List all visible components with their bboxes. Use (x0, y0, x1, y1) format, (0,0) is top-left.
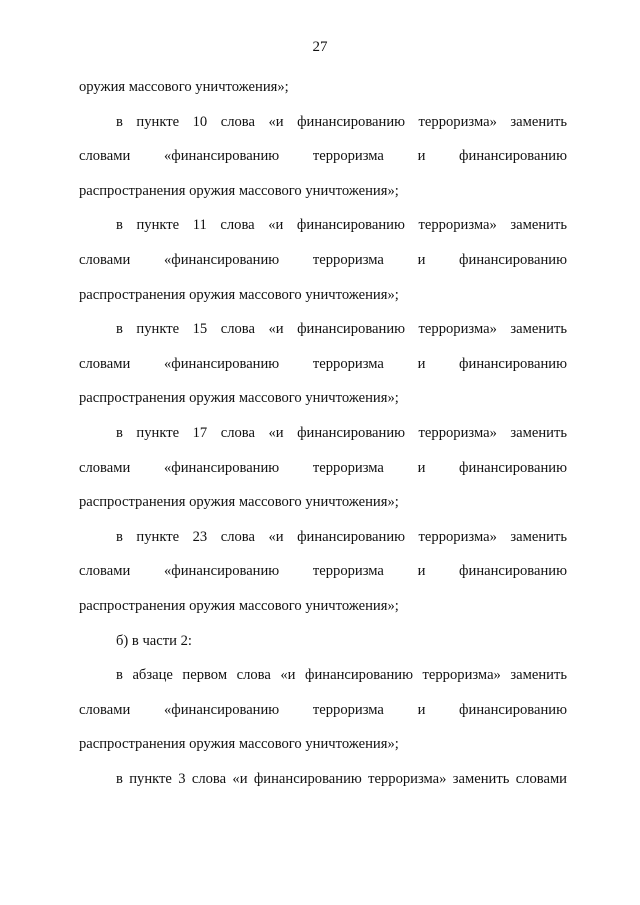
text-line: в абзаце первом слова «и финансированию терроризма» заменить (116, 667, 567, 684)
text-line: словами «финансированию терроризма и финансированию (79, 251, 567, 268)
text-line: в пункте 3 слова «и финансированию терроризма» заменить словами (116, 770, 567, 787)
text-line: распространения оружия массового уничтожения»; (79, 286, 399, 303)
text-line: распространения оружия массового уничтожения»; (79, 597, 399, 614)
text-line: в пункте 15 слова «и финансированию терроризма» заменить (116, 321, 567, 338)
text-line: б) в части 2: (116, 632, 192, 649)
document-body (79, 77, 567, 803)
text-line: в пункте 17 слова «и финансированию терроризма» заменить (116, 424, 567, 441)
text-line: словами «финансированию терроризма и финансированию (79, 355, 567, 372)
text-line: распространения оружия массового уничтожения»; (79, 182, 399, 199)
text-line: распространения оружия массового уничтожения»; (79, 390, 399, 407)
text-line: оружия массового уничтожения»; (79, 79, 289, 95)
text-line: словами «финансированию терроризма и финансированию (79, 563, 567, 580)
page-number: 27 (312, 39, 328, 55)
text-line: в пункте 23 слова «и финансированию терроризма» заменить (116, 528, 567, 545)
text-line: распространения оружия массового уничтожения»; (79, 736, 399, 753)
text-line: распространения оружия массового уничтожения»; (79, 494, 399, 511)
text-line: в пункте 10 слова «и финансированию терроризма» заменить (116, 113, 567, 130)
text-line: словами «финансированию терроризма и финансированию (79, 148, 567, 165)
text-line: словами «финансированию терроризма и финансированию (79, 701, 567, 718)
text-line: в пункте 11 слова «и финансированию терроризма» заменить (116, 217, 567, 234)
text-line: словами «финансированию терроризма и финансированию (79, 459, 567, 476)
